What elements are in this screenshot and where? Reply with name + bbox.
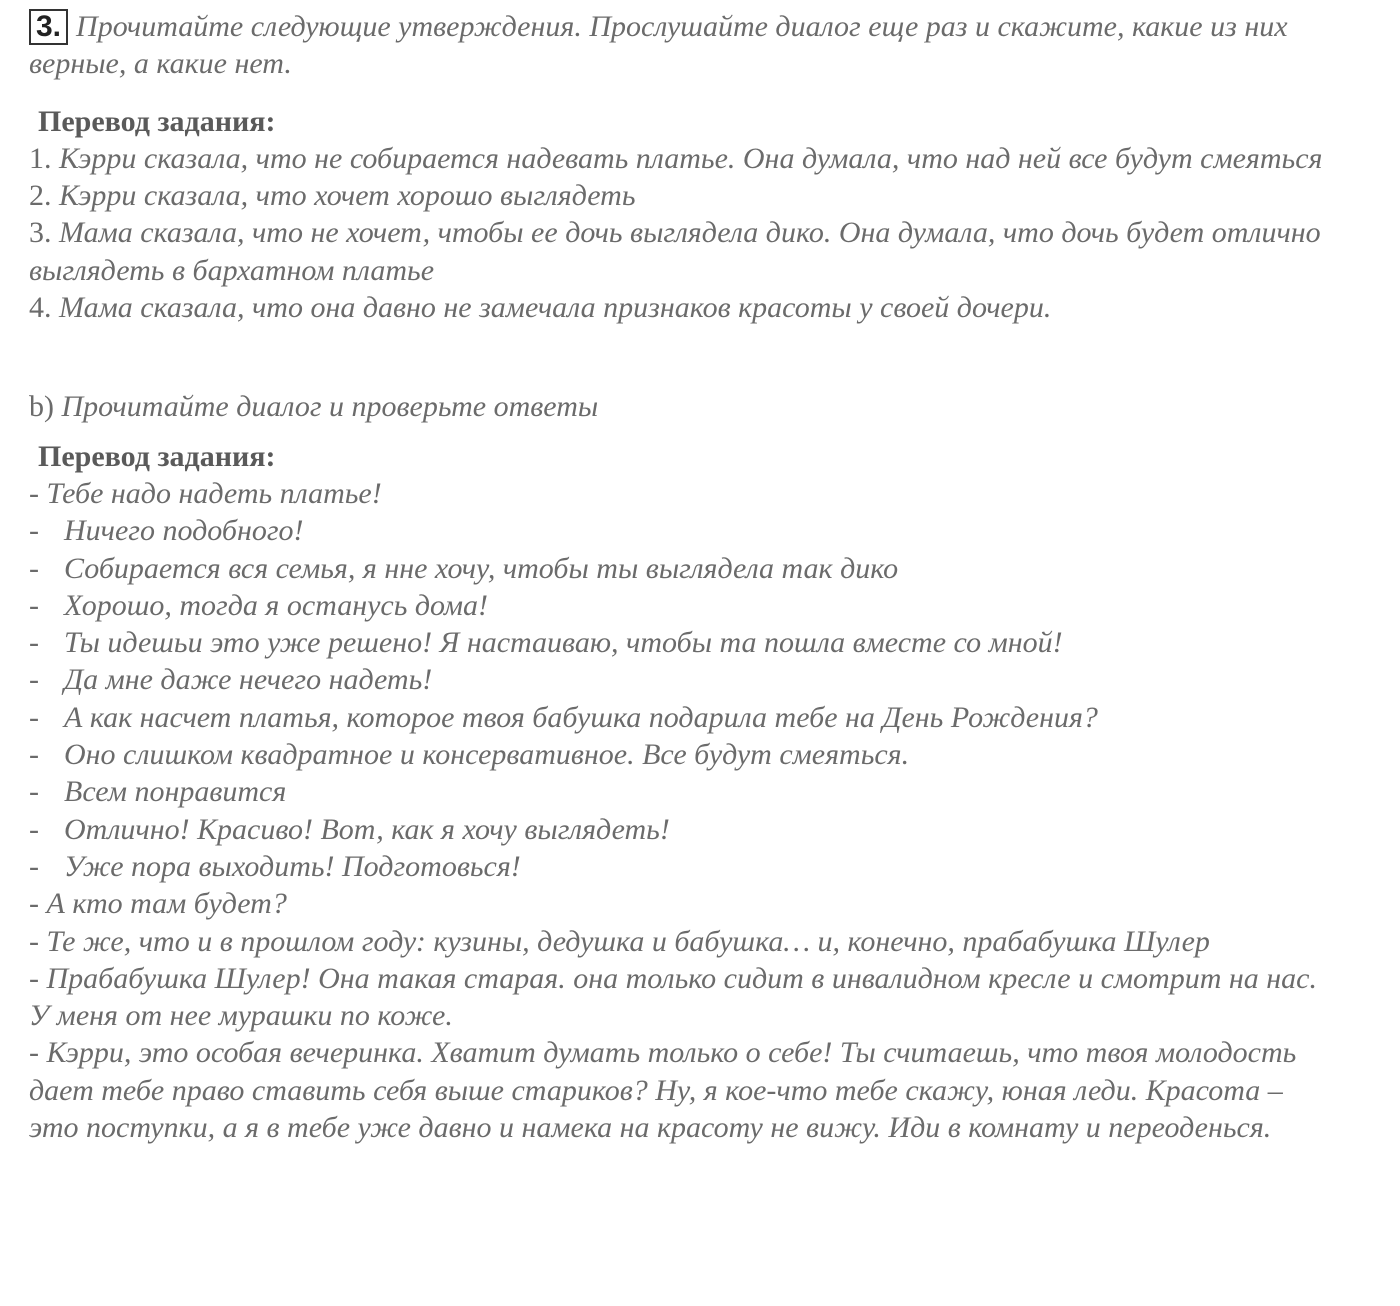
dialogue-text: Ты идешьи это уже решено! Я настаиваю, чтобы та пошла вместе со мной!	[64, 626, 1063, 660]
dialogue-line	[29, 773, 1331, 810]
dialogue-text: Собирается вся семья, я нне хочу, чтобы ты выглядела так дико	[64, 551, 899, 585]
dialogue-line: - Те же, что и в прошлом году: кузины, дедушка и бабушка… и, конечно, прабабушка Шулер	[29, 924, 1210, 958]
statement-text: Кэрри сказала, что хочет хорошо выглядеть	[59, 179, 636, 213]
statement-text: Мама сказала, что она давно не замечала признаков красоты у своей дочери.	[59, 291, 1052, 325]
dialogue-dash: -	[29, 849, 39, 883]
section-b-instruction-line	[29, 388, 1331, 425]
dialogue-dash: -	[29, 663, 39, 697]
dialogue-text: Оно слишком квадратное и консервативное. Все будут смеяться.	[64, 738, 910, 772]
dialogue-line	[29, 661, 1331, 698]
dialogue-line: - Тебе надо надеть платье!	[29, 476, 382, 510]
dialogue-dash: -	[29, 551, 39, 585]
dialogue-dash: -	[29, 514, 39, 548]
dialogue-line	[29, 550, 1331, 587]
statement-number: 4.	[29, 291, 52, 325]
statement-list	[29, 140, 1331, 326]
task-instruction: Прочитайте следующие утверждения. Прослушайте диалог еще раз и скажите, какие из них верные, а какие нет.	[29, 10, 1288, 81]
section-b-heading: Перевод задания:	[38, 439, 276, 473]
section-b-instruction: Прочитайте диалог и проверьте ответы	[61, 390, 599, 424]
dialogue-text: Отлично! Красиво! Вот, как я хочу выглядеть!	[64, 812, 670, 846]
dialogue-text: Хорошо, тогда я останусь дома!	[64, 588, 489, 622]
statement-number: 1.	[29, 141, 52, 175]
dialogue-line: - А кто там будет?	[29, 887, 287, 921]
dialogue-text: Уже пора выходить! Подготовься!	[64, 849, 521, 883]
dialogue	[29, 475, 1331, 1146]
task-instruction-block	[29, 8, 1331, 83]
dialogue-text: Ничего подобного!	[64, 514, 304, 548]
dialogue-dash: -	[29, 626, 39, 660]
dialogue-text: Да мне даже нечего надеть!	[64, 663, 433, 697]
statement-item	[29, 177, 1331, 214]
dialogue-line	[29, 811, 1331, 848]
dialogue-line	[29, 699, 1331, 736]
dialogue-dash: -	[29, 775, 39, 809]
statement-number: 3.	[29, 216, 52, 250]
section-a-heading: Перевод задания:	[38, 104, 276, 138]
dialogue-dash: -	[29, 738, 39, 772]
dialogue-line	[29, 624, 1331, 661]
section-b-label: b)	[29, 390, 54, 424]
dialogue-line	[29, 587, 1331, 624]
dialogue-line: - Кэрри, это особая вечеринка. Хватит думать только о себе! Ты считаешь, что твоя молодость дает тебе право ставить себя выше стариков? Ну, я кое-что тебе скажу, юная леди. Красота – это поступки, а я в тебе уже давно и намека на красоту не вижу. Иди в комнату и переоденься.	[29, 1036, 1297, 1145]
dialogue-line	[29, 848, 1331, 885]
dialogue-dash: -	[29, 588, 39, 622]
dialogue-line	[29, 736, 1331, 773]
statement-text: Кэрри сказала, что не собирается надевать платье. Она думала, что над ней все будут смеяться	[59, 141, 1323, 175]
dialogue-line: - Прабабушка Шулер! Она такая старая. она только сидит в инвалидном кресле и смотрит на нас. У меня от нее мурашки по коже.	[29, 961, 1317, 1033]
dialogue-dash: -	[29, 812, 39, 846]
statement-item	[29, 214, 1331, 289]
dialogue-line	[29, 512, 1331, 549]
statement-item	[29, 289, 1331, 326]
statement-number: 2.	[29, 179, 52, 213]
statement-text: Мама сказала, что не хочет, чтобы ее дочь выглядела дико. Она думала, что дочь будет отлично выглядеть в бархатном платье	[29, 216, 1321, 287]
task-number: 3.	[29, 9, 68, 45]
dialogue-dash: -	[29, 700, 39, 734]
dialogue-text: Всем понравится	[64, 775, 287, 809]
statement-item	[29, 140, 1331, 177]
dialogue-text: А как насчет платья, которое твоя бабушка подарила тебе на День Рождения?	[64, 700, 1098, 734]
